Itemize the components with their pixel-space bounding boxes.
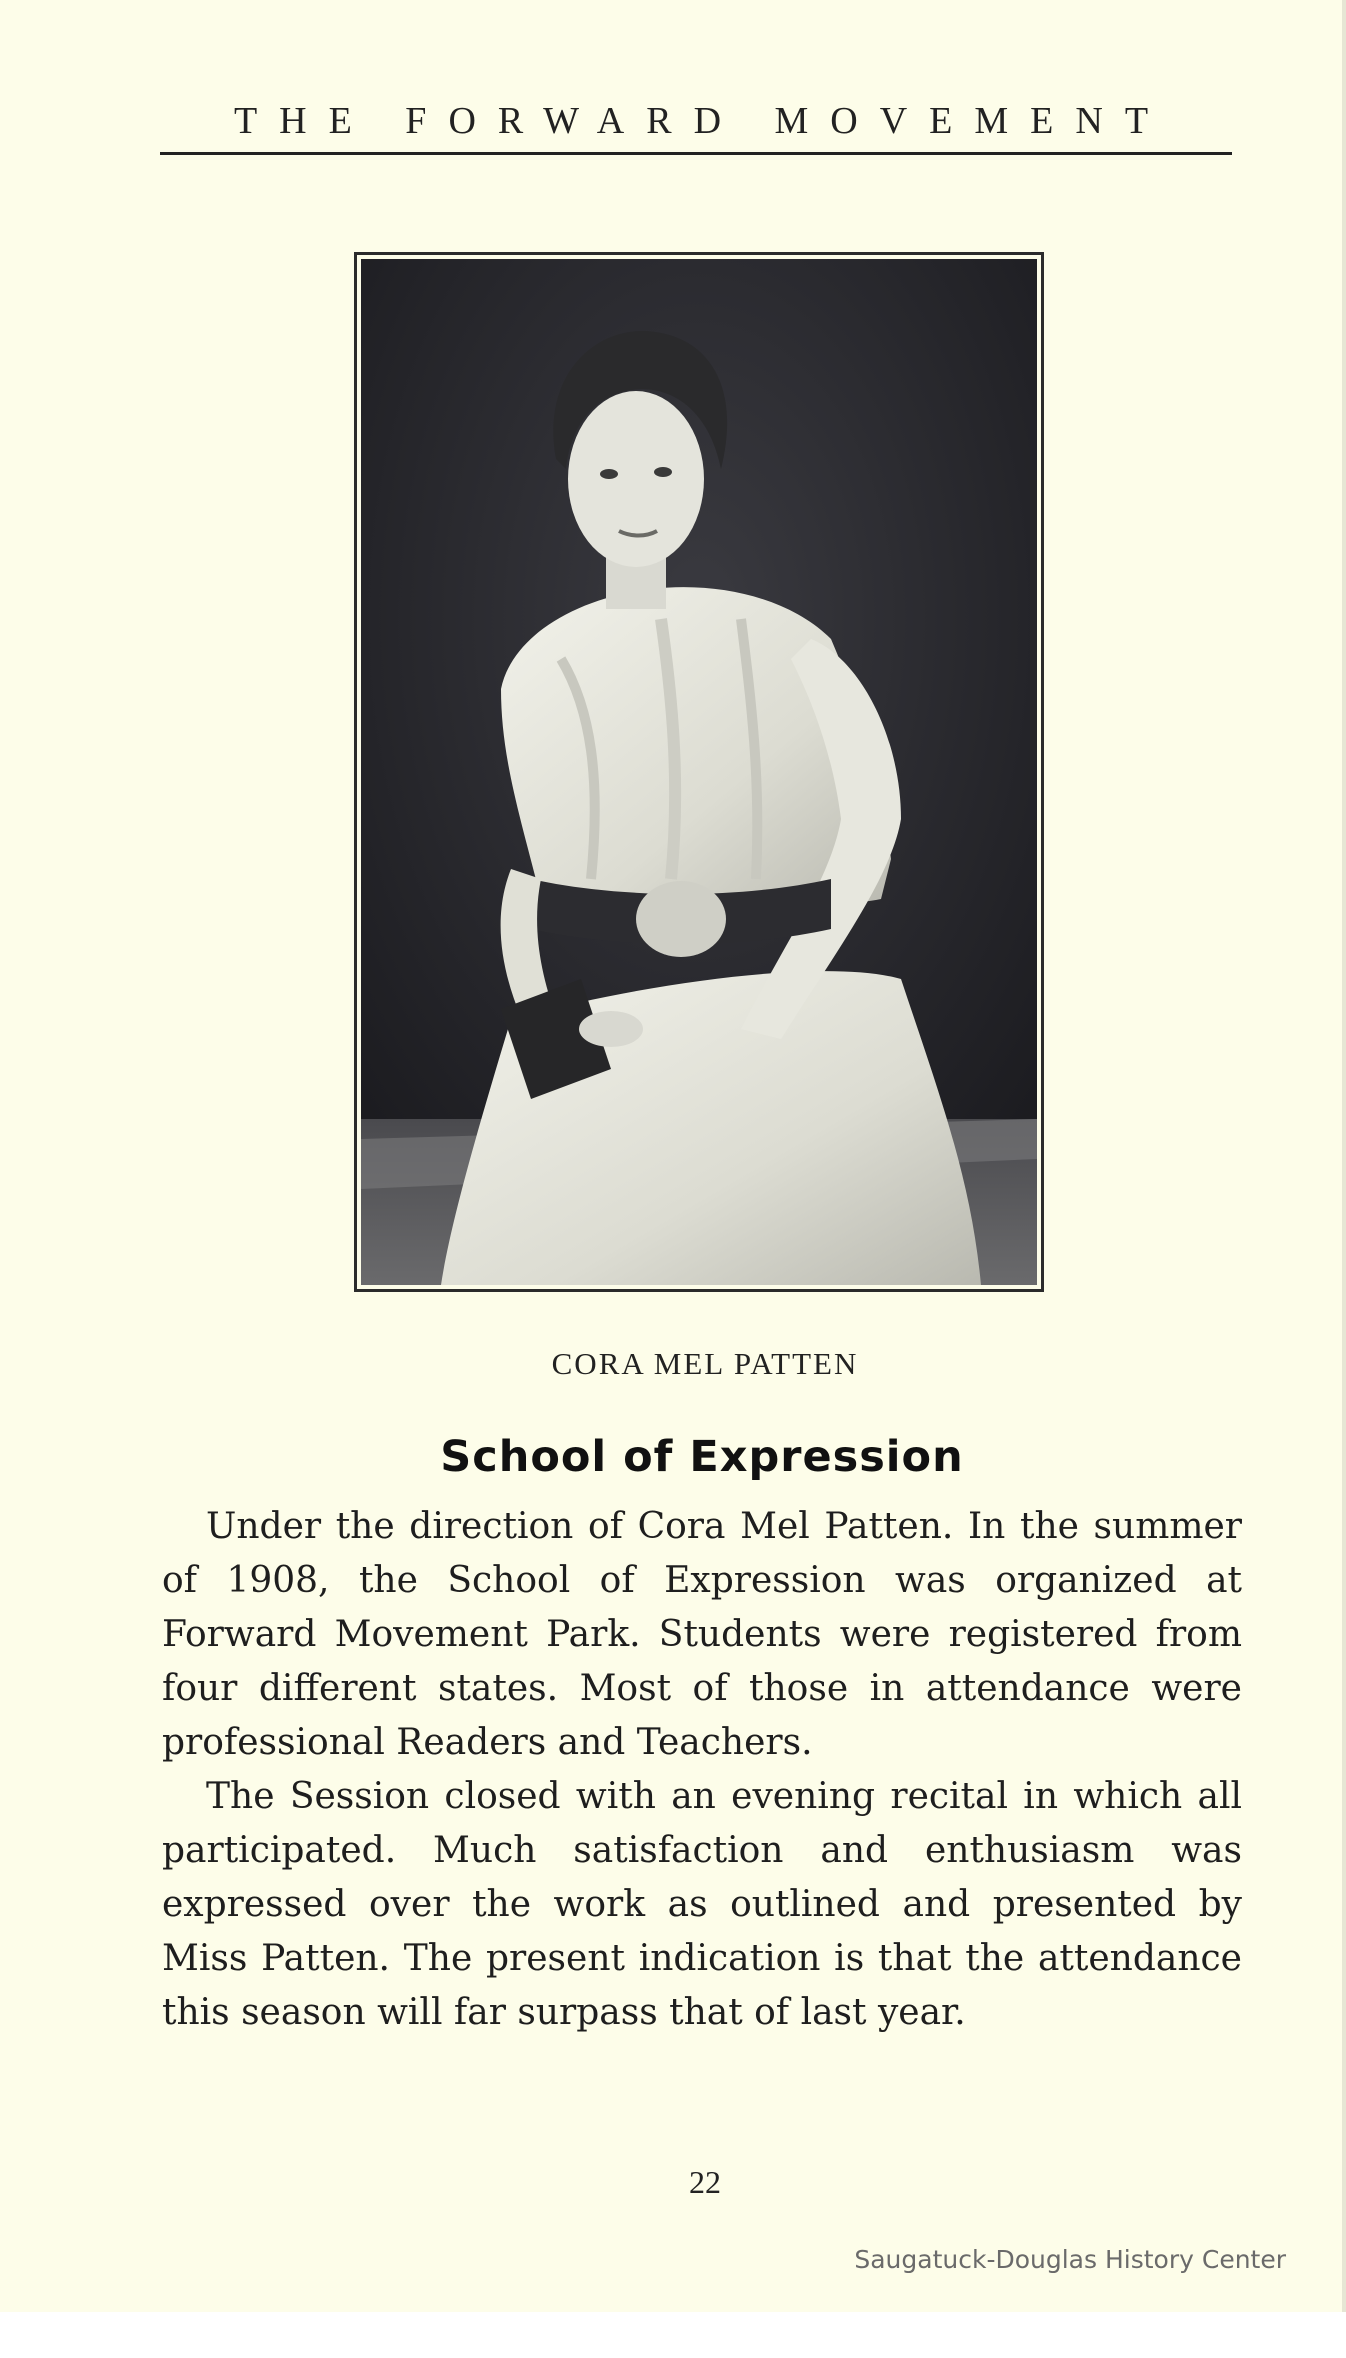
portrait-photo	[354, 252, 1044, 1292]
page-number: 22	[689, 2164, 721, 2200]
page-bottom-margin	[0, 2312, 1346, 2358]
section-heading: School of Expression	[440, 1432, 964, 1482]
watermark: Saugatuck-Douglas History Center	[854, 2245, 1286, 2274]
paragraph: The Session closed with an evening recital in which all participated. Much satisfaction and enthusiasm was expressed over the work as outlined and presented by Miss Patten. The present indication is that the attendance this season will far surpass that of last year.	[162, 1776, 1242, 2033]
portrait-illustration	[361, 259, 1037, 1285]
running-header	[160, 96, 1232, 156]
header-title: THE FORWARD MOVEMENT	[233, 100, 1171, 142]
photo-caption: CORA MEL PATTEN	[551, 1346, 859, 1381]
body-text	[162, 1500, 1242, 2040]
page-edge	[1342, 0, 1346, 2358]
paragraph: Under the direction of Cora Mel Patten. In the summer of 1908, the School of Expression was organized at Forward Movement Park. Students were registered from four different states. Most of those in attendance were professional Readers and Teachers.	[162, 1506, 1242, 1763]
header-rule	[160, 152, 1232, 155]
